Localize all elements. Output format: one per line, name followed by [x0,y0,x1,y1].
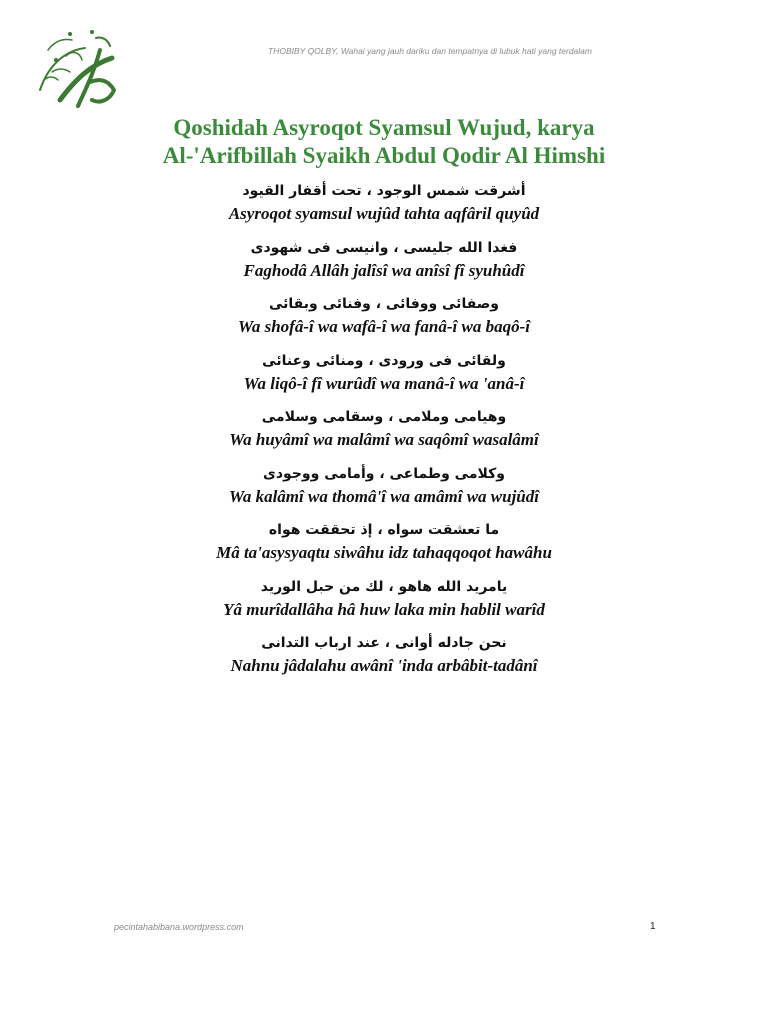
verse-transliteration: Wa liqô-î fî wurûdî wa manâ-î wa 'anâ-î [243,373,525,393]
verse-arabic: وكلامى وطماعى ، وأمامى ووجودى [263,465,505,482]
verse [0,632,768,689]
verse-arabic: ولقائى فى ورودى ، ومنائى وعنائى [262,352,506,369]
verse [0,406,768,463]
page-number: 1 [650,921,656,932]
muhammad-calligraphy-icon [30,20,126,116]
verse [0,350,768,407]
running-header: THOBIBY QOLBY, Wahai yang jauh dariku dan tempatnya di lubuk hati yang terdalam [268,46,592,56]
verse-arabic: وهيامى وملامى ، وسقامى وسلامى [261,409,507,425]
title-line-2: Al-'Arifbillah Syaikh Abdul Qodir Al Himshi [162,143,606,168]
verse-transliteration: Yâ murîdallâha hâ huw laka min hablil warîd [223,599,545,619]
verse-transliteration: Nahnu jâdalahu awânî 'inda arbâbit-tadânî [230,656,538,675]
verse-transliteration: Asyroqot syamsul wujûd tahta aqfâril quyûd [228,204,540,223]
verse-transliteration: Wa kalâmî wa thomâ'î wa amâmî wa wujûdî [228,486,539,506]
verse-transliteration: Mâ ta'asysyaqtu siwâhu idz tahaqqoqot hawâhu [216,543,552,562]
verse-arabic: وصفائى ووفائى ، وفنائى وبقائى [268,296,500,312]
verse-arabic: أشرقت شمس الوجود ، تحت أقفار القيود [242,183,526,199]
verse-transliteration: Faghodâ Allâh jalîsî wa anîsî fî syuhûdî [243,260,525,280]
verse [0,293,768,350]
verse [0,519,768,576]
footer-url: pecintahabibana.wordpress.com [114,922,244,932]
verse [0,237,768,294]
verse [0,576,768,633]
verse-transliteration: Wa shofâ-î wa wafâ-î wa fanâ-î wa baqô-î [237,317,530,336]
page-title [0,114,768,170]
verse-arabic: ما تعشقت سواه ، إذ تحققت هواه [268,522,500,538]
verse [0,180,768,237]
verse [0,463,768,520]
verse-list [0,180,768,689]
verse-arabic: فغدا الله جليسى ، وانيسى فى شهودى [250,239,518,256]
verse-transliteration: Wa huyâmî wa malâmî wa saqômî wasalâmî [229,430,539,449]
verse-arabic: يامريد الله هاهو ، لك من حبل الوريد [260,578,508,595]
verse-arabic: نحن جادله أوانى ، عند ارباب التدانى [261,635,507,651]
title-line-1: Qoshidah Asyroqot Syamsul Wujud, karya [173,115,595,140]
